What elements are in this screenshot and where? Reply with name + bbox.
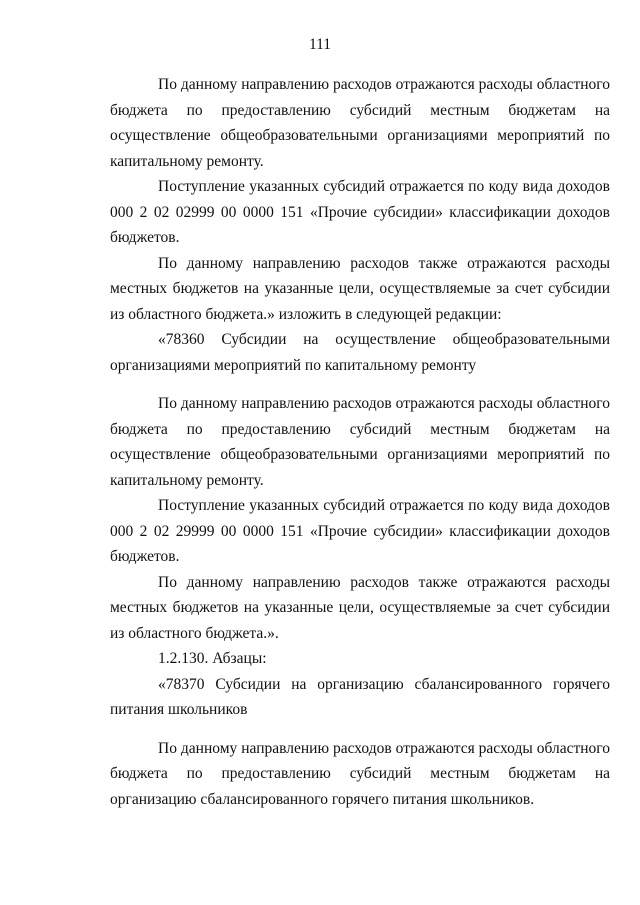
paragraph-clause-number: 1.2.130. Абзацы:: [158, 650, 267, 667]
document-body: [110, 72, 610, 812]
page-number: 111: [308, 36, 332, 53]
paragraph-heading: «78360 Субсидии на осуществление общеобразовательными организациями мероприятий по капитальному ремонту: [110, 331, 610, 374]
paragraph: По данному направлению расходов отражаются расходы областного бюджета по предоставлению субсидий местным бюджетам на организацию сбалансированного горячего питания школьников.: [110, 739, 610, 808]
paragraph: Поступление указанных субсидий отражается по коду вида доходов 000 2 02 02999 00 0000 151 «Прочие субсидии» классификации доходов бюджетов.: [110, 178, 610, 246]
paragraph-heading: «78370 Субсидии на организацию сбалансированного горячего питания школьников: [110, 675, 610, 718]
paragraph: По данному направлению расходов отражаются расходы областного бюджета по предоставлению субсидий местным бюджетам на осуществление общеобразовательными организациями мероприятий по капитальному ремонту.: [110, 76, 610, 170]
paragraph: Поступление указанных субсидий отражается по коду вида доходов 000 2 02 29999 00 0000 151 «Прочие субсидии» классификации доходов бюджетов.: [110, 497, 610, 565]
paragraph: По данному направлению расходов отражаются расходы областного бюджета по предоставлению субсидий местным бюджетам на осуществление общеобразовательными организациями мероприятий по капитальному ремонту.: [110, 395, 610, 489]
paragraph: По данному направлению расходов также отражаются расходы местных бюджетов на указанные цели, осуществляемые за счет субсидии из областного бюджета.» изложить в следующей редакции:: [110, 254, 610, 323]
paragraph: По данному направлению расходов также отражаются расходы местных бюджетов на указанные цели, осуществляемые за счет субсидии из областного бюджета.».: [110, 573, 610, 642]
